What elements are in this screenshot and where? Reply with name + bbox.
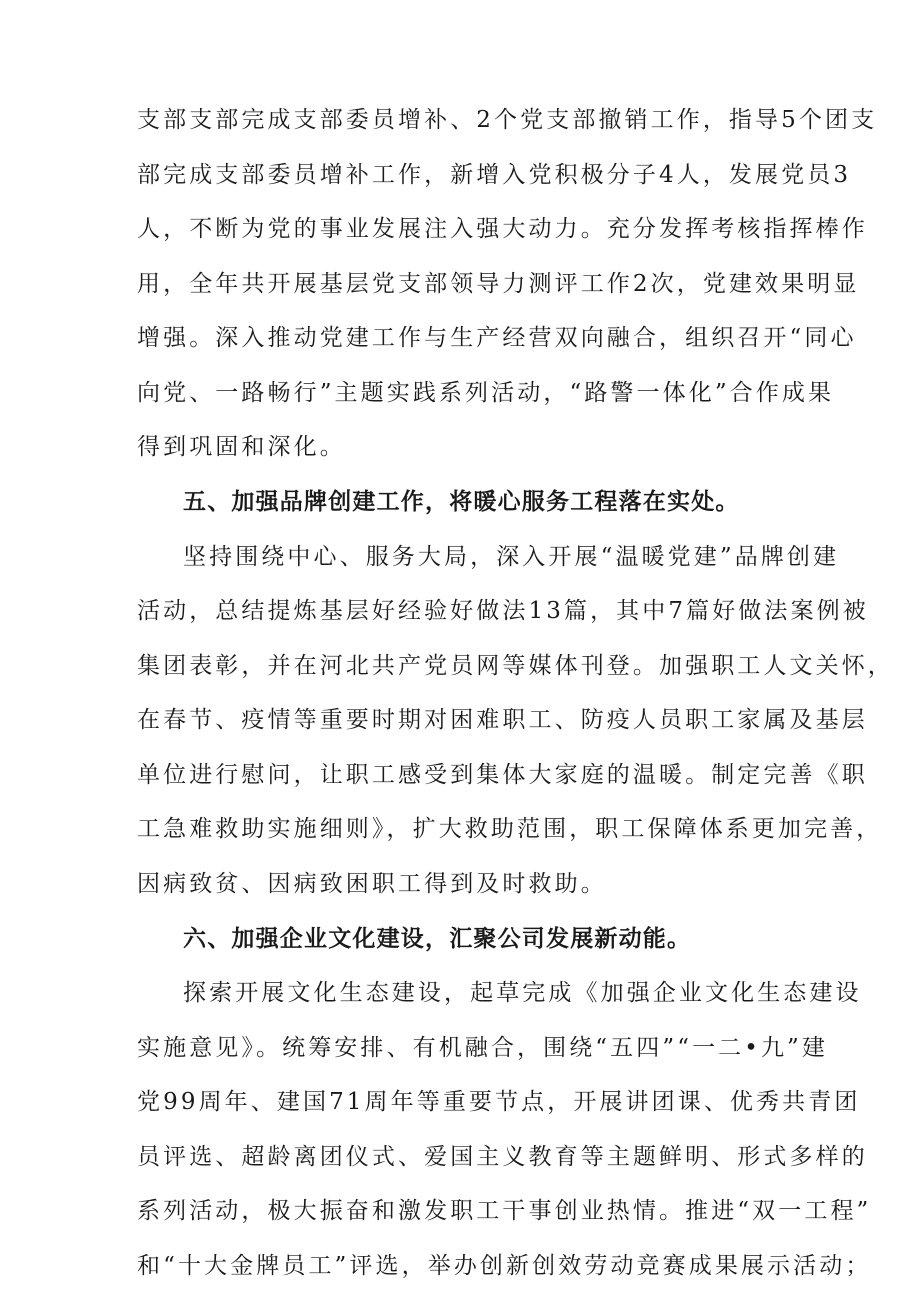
body-text-line: 工急难救助实施细则》，扩大救助范围，职工保障体系更加完善， — [137, 816, 883, 842]
body-text-line: 和“十大金牌员工”评选，举办创新创效劳动竞赛成果展示活动； — [137, 1253, 872, 1279]
body-text-line: 用，全年共开展基层党支部领导力测评工作2次，党建效果明显 — [137, 271, 860, 297]
body-text-line: 实施意见》。统筹安排、有机融合，围绕“五四”“一二•九”建 — [137, 1035, 828, 1061]
body-text-line: 系列活动，极大振奋和激发职工干事创业热情。推进“双一工程” — [137, 1198, 872, 1224]
body-text-line: 员评选、超龄离团仪式、爱国主义教育等主题鲜明、形式多样的 — [137, 1144, 868, 1170]
body-text-line: 增强。深入推动党建工作与生产经营双向融合，组织召开“同心 — [137, 325, 857, 351]
body-text-line: 党99周年、建国71周年等重要节点，开展讲团课、优秀共青团 — [137, 1089, 861, 1115]
body-text-line: 人，不断为党的事业发展注入强大动力。充分发挥考核指挥棒作 — [137, 216, 868, 242]
section-heading: 六、加强企业文化建设，汇聚公司发展新动能。 — [183, 926, 692, 952]
section-heading: 五、加强品牌创建工作，将暖心服务工程落在实处。 — [183, 489, 740, 515]
body-text-line: 部完成支部委员增补工作，新增入党积极分子4人，发展党员3 — [137, 162, 852, 188]
body-text-line: 单位进行慰问，让职工感受到集体大家庭的温暖。制定完善《职 — [137, 762, 868, 788]
body-text-line: 支部支部完成支部委员增补、2个党支部撤销工作，指导5个团支 — [137, 107, 878, 133]
body-text-line: 得到巩固和深化。 — [137, 434, 346, 460]
body-text-line: 集团表彰，并在河北共产党员网等媒体刊登。加强职工人文关怀， — [137, 653, 894, 679]
body-text-line: 坚持围绕中心、服务大局，深入开展“温暖党建”品牌创建 — [183, 544, 840, 570]
body-text-line: 活动，总结提炼基层好经验好做法13篇，其中7篇好做法案例被 — [137, 598, 869, 624]
body-text-line: 探索开展文化生态建设，起草完成《加强企业文化生态建设 — [183, 980, 862, 1006]
body-text-line: 向党、一路畅行”主题实践系列活动，“路警一体化”合作成果 — [137, 380, 835, 406]
body-text-line: 因病致贫、因病致困职工得到及时救助。 — [137, 871, 607, 897]
body-text-line: 在春节、疫情等重要时期对困难职工、防疫人员职工家属及基层 — [137, 707, 868, 733]
